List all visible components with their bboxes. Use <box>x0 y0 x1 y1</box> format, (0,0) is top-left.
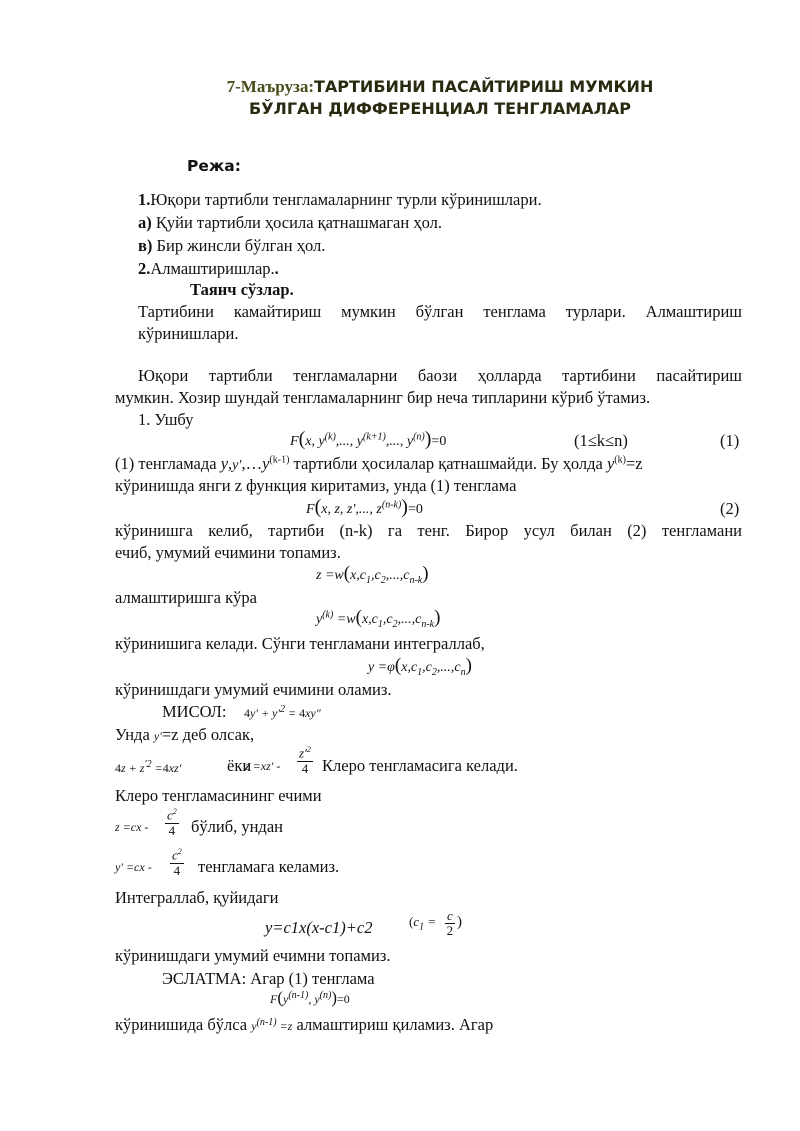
document-title-line2: БЎЛГАН ДИФФЕРЕНЦИАЛ ТЕНГЛАМАЛАР <box>249 99 631 118</box>
substitution-text: алмаштиришга кўра <box>115 588 257 607</box>
note-equation: $F(y^{(n-1)}$, $y^{(n)})=0$ <box>270 988 350 1007</box>
unda-line: Унда y′=z деб олсак, <box>115 725 255 744</box>
equation-z-w: $z =w(x,c_1,c_2,...,c_{n-k})$ <box>316 563 429 586</box>
final-solution: y=c1x(x-c1)+c2 ($c_1$ = $\frac{c}{2}$ ) <box>265 908 462 939</box>
after-eq2-line1: кўринишга келиб, тартиби (n-k) га тенг. Бирор усул билан (2) тенгламани <box>115 521 742 540</box>
plan-item-b: в) Бир жинсли бўлган ҳол. <box>138 236 326 255</box>
clairaut-solution-equation: z =cx - $\frac{c^2}{4}$ бўлиб, ундан <box>115 807 283 838</box>
equation-2: F(x, z, z′,..., $z^{(n-k)})=0$ <box>306 496 423 518</box>
equation-1: F(x, $y^{(k)}$,..., $y^{(k+1)}$,..., $y^{(n)})=0$ <box>290 428 447 450</box>
case1-label: 1. Ушбу <box>138 410 194 429</box>
integrating-text: Интеграллаб, қуйидаги <box>115 888 279 907</box>
derivative-equation: y′ =cx - $\frac{c^2}{4}$ тенгламага келамиз. <box>115 847 340 878</box>
clairaut-line: $4z + z^{'2} =4xz'$ ёки z =xz′ - $\frac{z'^2}{4}$ Клеро тенгламасига келади. <box>115 745 518 776</box>
after-eq1-line2: кўринишда янги z функция киритамиз, унда (1) тенглама <box>115 476 517 495</box>
intro-line1: Юқори тартибли тенгламаларни баози ҳолларда тартибини пасайтириш <box>138 366 742 385</box>
keywords-heading: Таянч сўзлар. <box>190 280 294 299</box>
plan-item-a: а) Қуйи тартибли ҳосила қатнашмаган ҳол. <box>138 213 442 232</box>
final-text: кўринишдаги умумий ечимни топамиз. <box>115 946 391 965</box>
equation-yk-w: $y^{(k)} =w(x,c_1,c_2,...,c_{n-k})$ <box>316 607 441 630</box>
title-text: ТАРТИБИНИ ПАСАЙТИРИШ МУМКИН <box>313 77 654 96</box>
keywords-line2: кўринишлари. <box>138 324 239 343</box>
plan-heading: Режа: <box>187 157 241 175</box>
after-substitution: кўринишига келади. Сўнги тенгламани интеграллаб, <box>115 634 485 653</box>
plan-item-1: 1.Юқори тартибли тенгламаларнинг турли кўринишлари. <box>138 190 542 209</box>
equation-1-number: (1) <box>720 431 740 450</box>
clairaut-solution-text: Клеро тенгламасининг ечими <box>115 786 322 805</box>
example-equation: $4y' + y'^2 = 4xy''$ <box>244 704 321 720</box>
equation-1-condition: (1≤k≤n) <box>574 431 628 450</box>
equation-y-phi: $y =\varphi(x,c_1,c_2,...,c_n)$ <box>368 655 472 678</box>
after-eq1-line1: (1) тенгламада $y,y',\dots y^{(k-1)}$ тартибли ҳосилалар қатнашмайди. Бу ҳолда $y^{(k)}=z$ <box>115 454 643 473</box>
example-label: МИСОЛ: <box>162 702 227 721</box>
lecture-number: 7-Маъруза: <box>226 77 314 96</box>
document-title-line1 <box>0 77 800 97</box>
last-line: кўринишида бўлса $y^{(n-1)} =z$ алмаштириш қиламиз. Агар <box>115 1015 494 1034</box>
equation-2-number: (2) <box>720 499 740 518</box>
intro-line2: мумкин. Хозир шундай тенгламаларнинг бир неча типларини кўриб ўтамиз. <box>115 388 651 407</box>
keywords-line1: Тартибини камайтириш мумкин бўлган тенглама турлари. Алмаштириш <box>138 302 742 321</box>
after-eq2-line2: ечиб, умумий ечимини топамиз. <box>115 543 341 562</box>
note-label: ЭСЛАТМА: Агар (1) тенглама <box>162 969 375 988</box>
plan-item-2: 2.Алмаштиришлар.. <box>138 259 279 278</box>
general-solution-text: кўринишдаги умумий ечимини оламиз. <box>115 680 392 699</box>
